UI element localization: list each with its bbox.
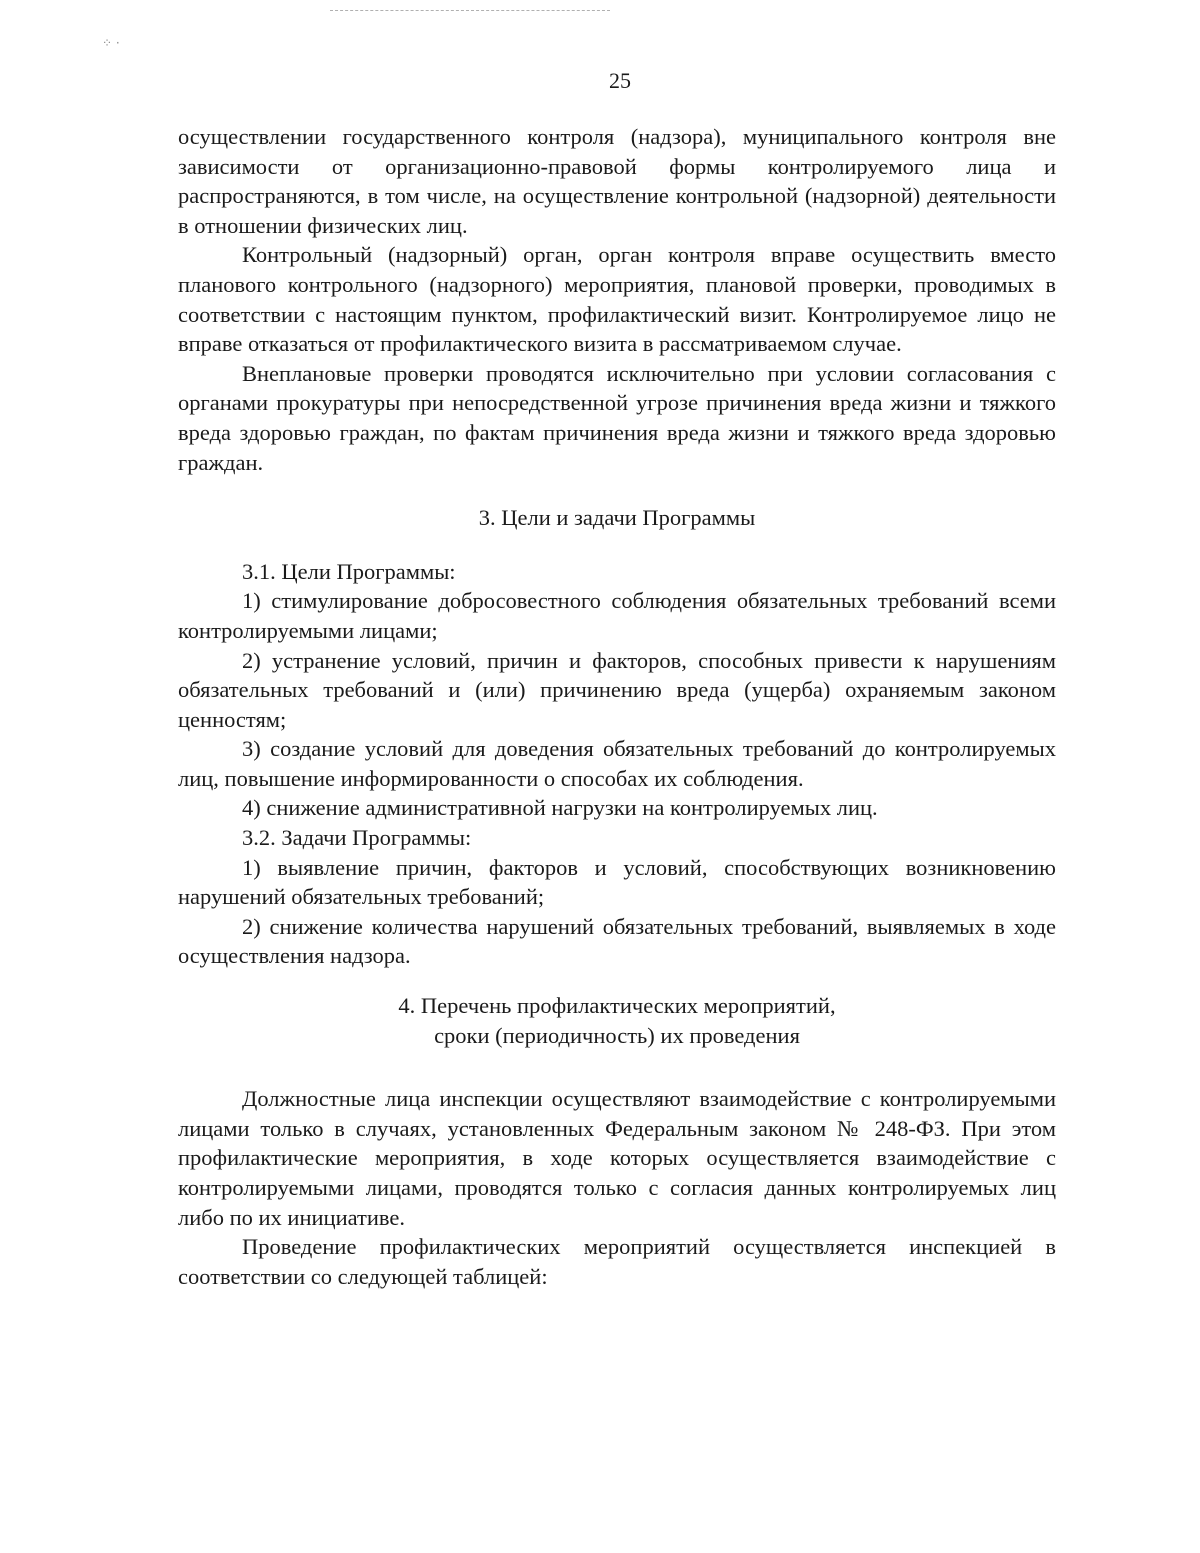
page-number: 25 [609,68,631,93]
task-item: 2) снижение количества нарушений обязательных требований, выявляемых в ходе осуществления надзора. [178,913,1056,969]
goal-item: 4) снижение административной нагрузки на контролируемых лиц. [242,795,878,821]
intro-paragraph: осуществлении государственного контроля (надзора), муниципального контроля вне зависимости от организационно-правовой формы контролируемого лица и распространяются, в том числе, на осуществление контрольной (надзорной) деятельности в отношении физических лиц. [178,124,1056,238]
intro-paragraph: Внеплановые проверки проводятся исключительно при условии согласования с органами прокуратуры при непосредственной угрозе причинения вреда жизни и тяжкого вреда здоровью граждан, по фактам причинения вреда жизни и тяжкого вреда здоровью граждан. [178,360,1056,475]
section-4-heading [178,991,1056,1050]
task-item: 1) выявление причин, факторов и условий, способствующих возникновению нарушений обязательных требований; [178,854,1056,910]
tasks-heading: 3.2. Задачи Программы: [242,825,472,851]
document-body [178,122,1056,1291]
section-3-heading: 3. Цели и задачи Программы [478,505,756,531]
goal-item: 1) стимулирование добросовестного соблюдения обязательных требований всеми контролируемыми лицами; [178,588,1056,643]
section-4-heading-line: 4. Перечень профилактических мероприятий, [398,993,836,1019]
goal-item: 2) устранение условий, причин и факторов, способных привести к нарушениям обязательных требований и (или) причинению вреда (ущерба) охраняемым законом ценностям; [178,647,1056,732]
intro-paragraph: Контрольный (надзорный) орган, орган контроля вправе осуществить вместо планового контрольного (надзорного) мероприятия, плановой проверки, проводимых в соответствии с настоящим пунктом, профилактический визит. Контролируемое лицо не вправе отказаться от профилактического визита в рассматриваемом случае. [178,242,1056,357]
scan-top-rule [330,10,610,12]
goal-item: 3) создание условий для доведения обязательных требований до контролируемых лиц, повышение информированности о способах их соблюдения. [178,736,1056,791]
goals-heading: 3.1. Цели Программы: [242,558,456,584]
section-4-heading-line: сроки (периодичность) их проведения [434,1022,800,1048]
scan-speck-mark: ⁘ · [102,36,120,50]
section-4-paragraph: Проведение профилактических мероприятий осуществляется инспекцией в соответствии со следующей таблицей: [178,1234,1056,1289]
section-4-paragraph: Должностные лица инспекции осуществляют взаимодействие с контролируемыми лицами только в случаях, установленных Федеральным законом № 248-ФЗ. При этом профилактические мероприятия, в ходе которых осуществляется взаимодействие с контролируемыми лицами, проводятся только с согласия данных контролируемых лиц либо по их инициативе. [178,1086,1056,1230]
